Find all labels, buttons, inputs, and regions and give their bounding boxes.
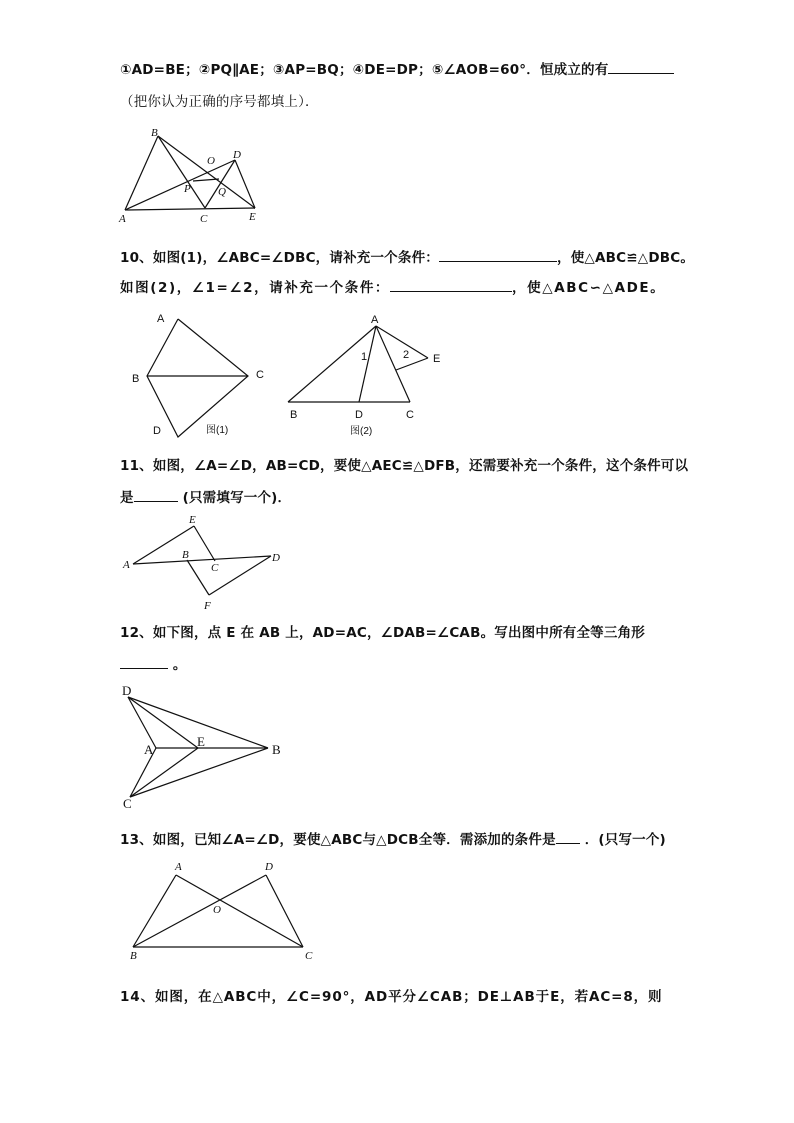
q10-diagram-2 bbox=[282, 310, 452, 442]
q10-prompt-1: 10、如图(1)，∠ABC=∠DBC，请补充一个条件： bbox=[120, 250, 439, 266]
q11-label-d: D bbox=[272, 552, 280, 564]
q10-answer-blank-2[interactable] bbox=[390, 277, 512, 292]
q10-goal-1: ，使△ABC≌△DBC。 bbox=[557, 250, 695, 266]
q13-line1 bbox=[120, 828, 666, 848]
q10-fig2-label-a: A bbox=[371, 314, 379, 326]
q10-answer-blank-1[interactable] bbox=[439, 247, 557, 262]
q10-fig1-label-c: C bbox=[256, 369, 264, 381]
q10-figure-1 bbox=[118, 306, 278, 444]
q14-prompt: 14、如图，在△ABC中，∠C=90°，AD平分∠CAB；DE⊥AB于E，若AC=8，则 bbox=[120, 989, 663, 1005]
q10-fig1-label-d: D bbox=[153, 425, 161, 437]
q11-prompt: 11、如图，∠A=∠D，AB=CD，要使△AEC≌△DFB，还需要补充一个条件，这个条件可以 bbox=[120, 458, 689, 474]
q14-line1 bbox=[120, 985, 662, 1005]
q9-label-a: A bbox=[119, 213, 126, 225]
q11-label-b: B bbox=[182, 549, 189, 561]
q10-fig1-caption: 图(1) bbox=[206, 425, 229, 436]
q10-fig2-label-b: B bbox=[290, 409, 298, 421]
q11-label-f: F bbox=[204, 600, 211, 612]
q12-label-b: B bbox=[272, 742, 281, 757]
q9-diagram bbox=[118, 124, 268, 228]
q9-label-e: E bbox=[249, 211, 256, 223]
q11-prefix: 是 bbox=[120, 490, 134, 506]
q13-label-a: A bbox=[175, 861, 182, 873]
q9-line2 bbox=[120, 90, 319, 110]
q11-line2 bbox=[120, 486, 291, 506]
q11-note: (只需填写一个)． bbox=[182, 490, 292, 506]
q13-label-b: B bbox=[130, 950, 137, 962]
q11-figure bbox=[118, 510, 286, 618]
q10-fig2-label-d: D bbox=[355, 409, 363, 421]
q9-line1 bbox=[120, 58, 674, 78]
q12-label-e: E bbox=[197, 734, 205, 749]
q13-answer-blank[interactable] bbox=[556, 829, 580, 844]
q12-label-c: C bbox=[123, 796, 132, 811]
q12-prompt: 12、如下图，点 E 在 AB 上，AD=AC，∠DAB=∠CAB。写出图中所有全等三角形 bbox=[120, 625, 645, 641]
q10-fig2-caption: 图(2) bbox=[350, 426, 373, 437]
q10-fig2-angle-1: 1 bbox=[361, 351, 368, 363]
q12-line1 bbox=[120, 621, 645, 641]
q12-answer-blank[interactable] bbox=[120, 654, 168, 669]
q9-statements: ①AD=BE；②PQ∥AE；③AP=BQ；④DE=DP；⑤∠AOB=60°．恒成立的有 bbox=[120, 62, 609, 78]
q12-label-d: D bbox=[122, 683, 132, 698]
q10-diagram-1 bbox=[118, 306, 278, 440]
q10-fig2-label-c: C bbox=[406, 409, 414, 421]
q9-label-d: D bbox=[233, 149, 241, 161]
q9-label-b: B bbox=[151, 127, 158, 139]
q9-label-q: Q bbox=[218, 186, 226, 198]
q11-label-e: E bbox=[189, 514, 196, 526]
q12-diagram bbox=[118, 680, 294, 812]
q9-instruction: （把你认为正确的序号都填上）． bbox=[120, 94, 319, 110]
q11-line1 bbox=[120, 454, 688, 474]
q12-label-a: A bbox=[144, 742, 154, 757]
q10-prompt-2: 如图(2)，∠1=∠2，请补充一个条件： bbox=[120, 280, 391, 296]
q10-line2 bbox=[120, 276, 665, 296]
q13-label-d: D bbox=[265, 861, 273, 873]
q9-label-p: P bbox=[184, 183, 191, 195]
q13-note: ．(只写一个) bbox=[584, 832, 666, 848]
q11-answer-blank[interactable] bbox=[134, 487, 178, 502]
q13-diagram bbox=[118, 855, 328, 965]
q13-label-c: C bbox=[305, 950, 313, 962]
q12-period: 。 bbox=[172, 657, 187, 673]
q13-prompt: 13、如图，已知∠A=∠D，要使△ABC与△DCB全等．需添加的条件是 bbox=[120, 832, 556, 848]
q10-line1 bbox=[120, 246, 694, 266]
q10-fig2-label-e: E bbox=[433, 353, 441, 365]
q13-figure bbox=[118, 855, 328, 969]
q11-label-a: A bbox=[123, 559, 130, 571]
q10-goal-2: ，使△ABC∽△ADE。 bbox=[512, 280, 666, 296]
q10-fig2-angle-2: 2 bbox=[403, 349, 410, 361]
q11-label-c: C bbox=[211, 562, 219, 574]
q10-fig1-label-a: A bbox=[157, 313, 165, 325]
q9-figure bbox=[118, 124, 268, 232]
q12-line2 bbox=[120, 653, 187, 673]
q12-figure bbox=[118, 680, 294, 816]
q10-fig1-label-b: B bbox=[132, 373, 140, 385]
q9-label-o: O bbox=[207, 155, 215, 167]
q13-label-o: O bbox=[213, 904, 221, 916]
q9-label-c: C bbox=[200, 213, 208, 225]
q10-figure-2 bbox=[282, 310, 452, 446]
q11-diagram bbox=[118, 510, 286, 614]
q9-answer-blank[interactable] bbox=[608, 59, 674, 74]
